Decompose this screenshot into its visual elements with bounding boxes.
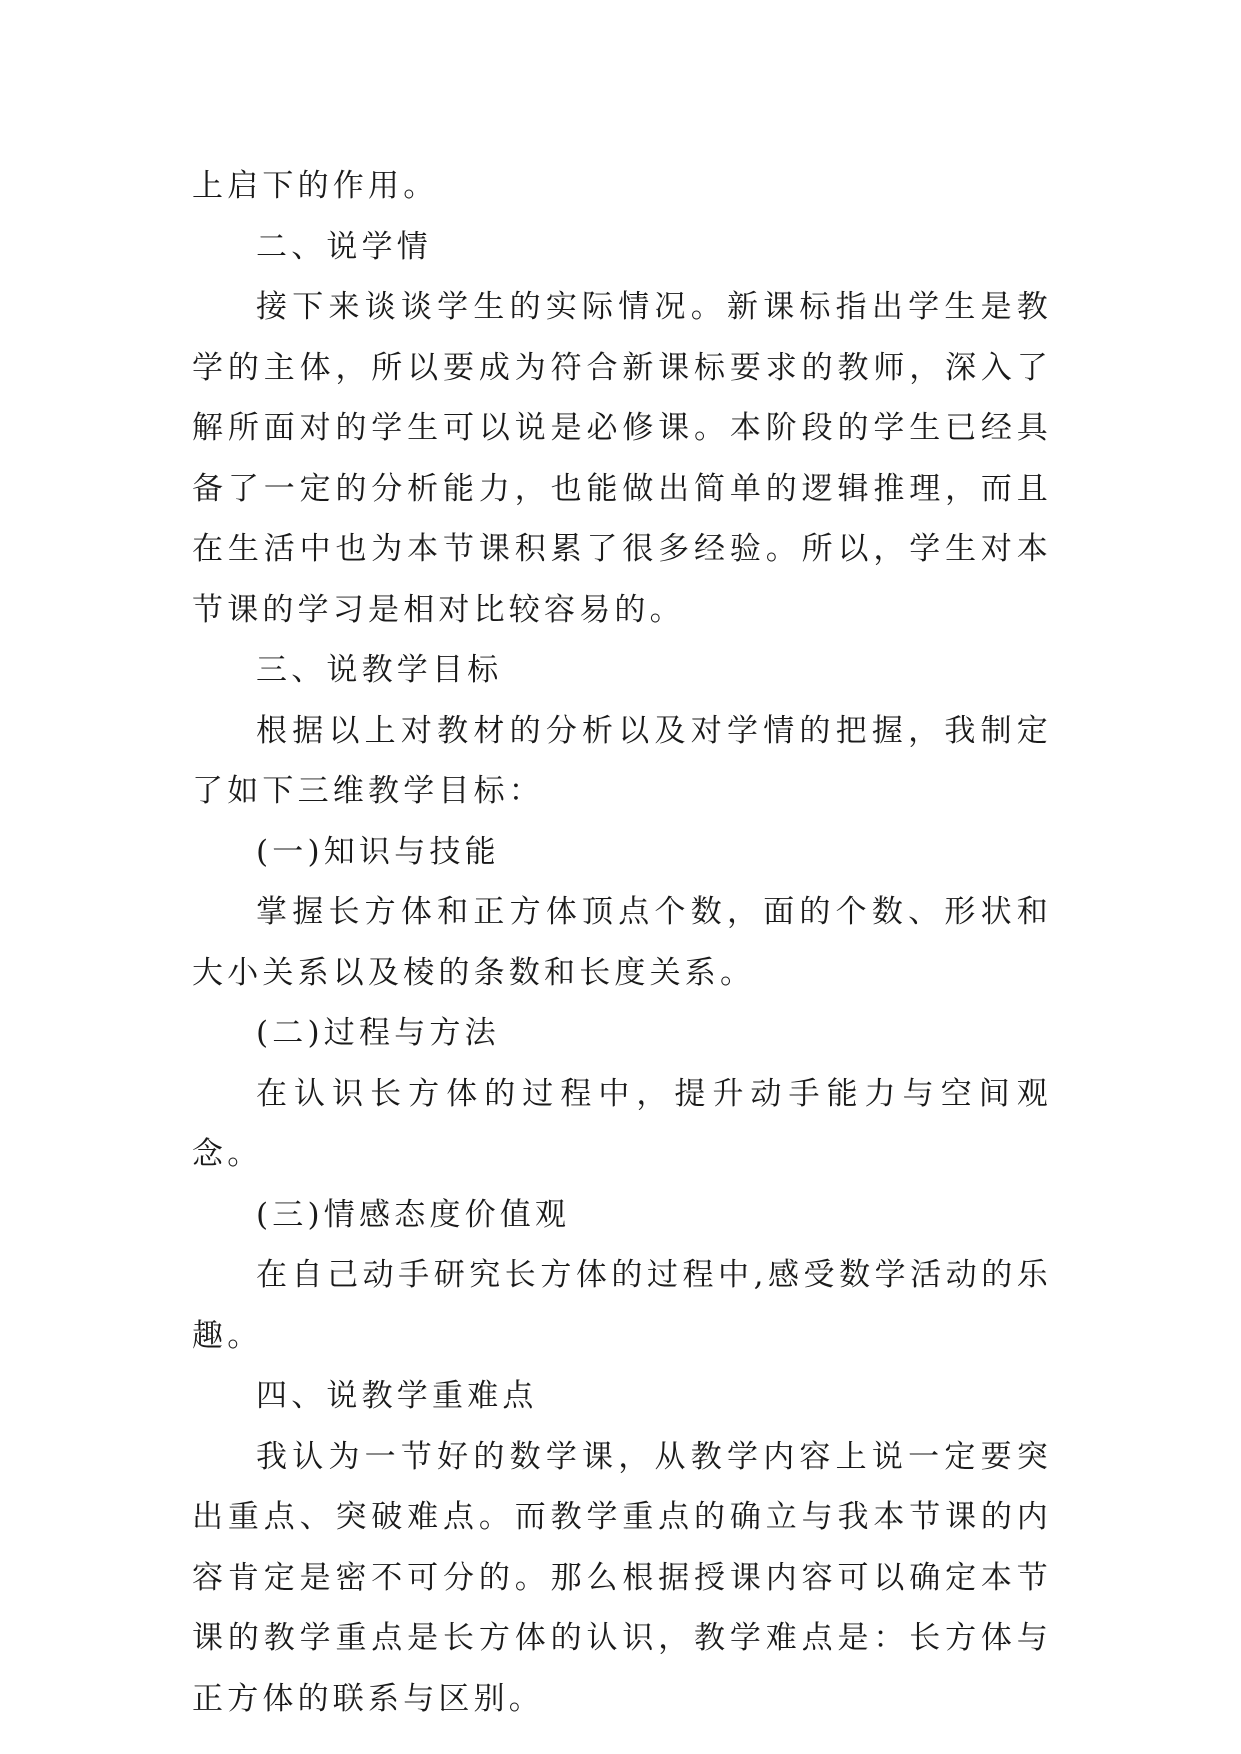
section-heading-student-analysis: 二、说学情 (256, 228, 432, 265)
paragraph-key-difficult-points: 我认为一节好的数学课，从教学内容上说一定要突出重点、突破难点。而教学重点的确立与我本节课的内容肯定是密不可分的。那么根据授课内容可以确定本节课的教学重点是长方体的认识，教学难点是：长方体与正方体的联系与区别。 (192, 1438, 1052, 1717)
subheading-process-method: (二)过程与方法 (256, 1015, 500, 1051)
paragraph-knowledge-skills: 掌握长方体和正方体顶点个数，面的个数、形状和大小关系以及棱的条数和长度关系。 (192, 894, 1052, 991)
section-heading-teaching-goals: 三、说教学目标 (256, 652, 503, 688)
paragraph-process-method: 在认识长方体的过程中，提升动手能力与空间观念。 (192, 1075, 1052, 1172)
paragraph-student-analysis: 接下来谈谈学生的实际情况。新课标指出学生是教学的主体，所以要成为符合新课标要求的教师，深入了解所面对的学生可以说是必修课。本阶段的学生已经具备了一定的分析能力，也能做出简单的逻辑推理，而且在生活中也为本节课积累了很多经验。所以，学生对本节课的学习是相对比较容易的。 (192, 289, 1052, 628)
subheading-knowledge-skills: (一)知识与技能 (256, 833, 500, 870)
paragraph-goals-intro: 根据以上对教材的分析以及对学情的把握，我制定了如下三维教学目标： (192, 712, 1052, 809)
document-body (192, 156, 1052, 1729)
subheading-emotion-attitude: (三)情感态度价值观 (256, 1196, 571, 1233)
paragraph-emotion-attitude: 在自己动手研究长方体的过程中,感受数学活动的乐趣。 (192, 1257, 1052, 1354)
paragraph-continuation: 上启下的作用。 (192, 168, 439, 204)
section-heading-key-difficult-points: 四、说教学重难点 (256, 1378, 538, 1414)
